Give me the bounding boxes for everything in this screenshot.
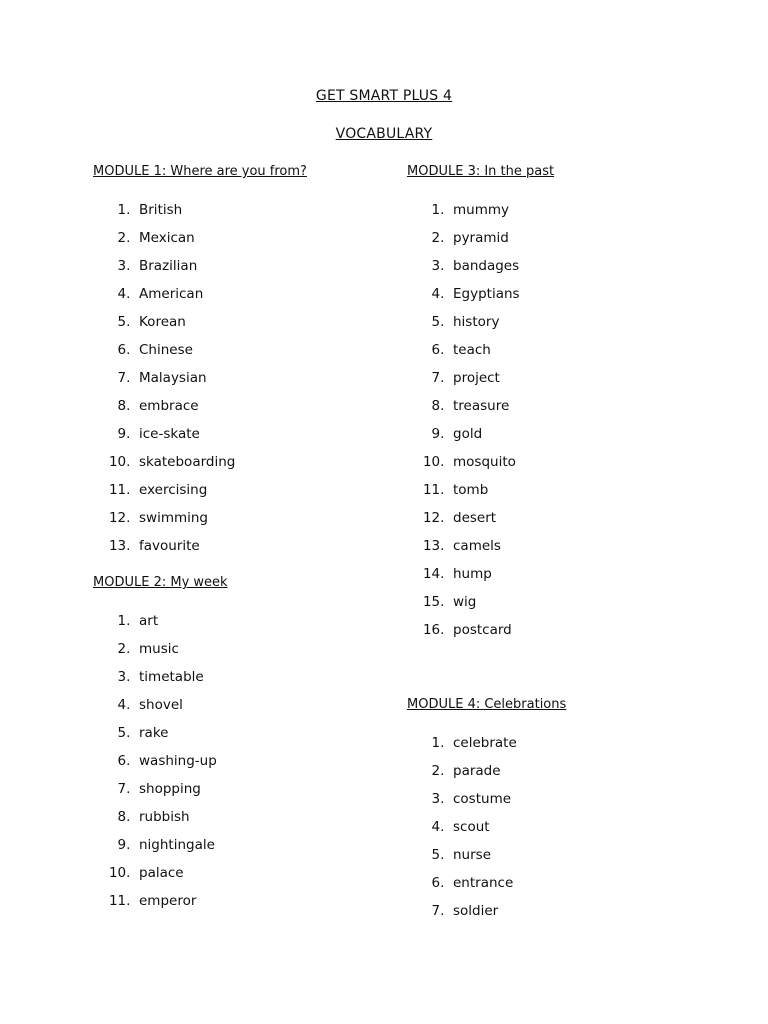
vocab-item [93,859,217,887]
vocab-item [407,336,520,364]
vocab-item [407,588,520,616]
vocab-item-word: Brazilian [139,258,198,274]
vocab-item-word: tomb [453,482,489,498]
vocab-item [93,392,235,420]
vocab-item [407,280,520,308]
vocab-item [407,364,520,392]
vocab-item [93,775,217,803]
vocab-item-number: 7. [117,781,139,797]
vocab-item-number: 9. [431,426,453,442]
vocab-item [93,504,235,532]
vocab-item-number: 11. [108,893,139,909]
vocab-item-word: rubbish [139,809,190,825]
vocab-item-word: wig [453,594,477,610]
vocab-item-number: 2. [117,230,139,246]
vocab-item-word: skateboarding [139,454,236,470]
vocab-item-word: treasure [453,398,510,414]
vocab-item [93,607,217,635]
vocab-item-word: project [453,370,500,386]
vocab-item [407,448,520,476]
vocab-item [93,747,217,775]
vocab-item-number: 4. [117,286,139,302]
vocab-item-number: 10. [108,454,139,470]
vocab-item-number: 12. [108,510,139,526]
vocab-item-number: 6. [117,342,139,358]
module-4-heading: MODULE 4: Celebrations [407,697,567,712]
vocab-item [93,364,235,392]
vocab-item [93,887,217,915]
vocab-item-word: soldier [453,903,499,919]
vocab-item-number: 11. [422,482,453,498]
vocab-item-word: swimming [139,510,209,526]
vocab-item-number: 5. [431,847,453,863]
vocab-item-number: 10. [422,454,453,470]
vocab-item [407,196,520,224]
vocab-item-word: nightingale [139,837,215,853]
vocab-item-number: 9. [117,426,139,442]
vocab-item-word: ice-skate [139,426,200,442]
vocab-item [407,560,520,588]
vocab-item-word: desert [453,510,497,526]
vocab-item [407,841,517,869]
vocab-item [93,719,217,747]
vocab-item [93,691,217,719]
vocab-item-word: Mexican [139,230,195,246]
vocab-item-number: 4. [117,697,139,713]
vocab-item-number: 8. [117,809,139,825]
vocab-item [93,420,235,448]
vocab-item-word: British [139,202,183,218]
vocab-item-number: 7. [117,370,139,386]
module-2-heading: MODULE 2: My week [93,575,228,590]
vocab-item-word: exercising [139,482,208,498]
vocab-item-word: history [453,314,500,330]
document-subtitle: VOCABULARY [335,126,433,142]
vocab-item [407,476,520,504]
vocab-item-word: embrace [139,398,199,414]
vocab-item-number: 8. [431,398,453,414]
vocab-item-number: 2. [431,230,453,246]
vocab-item-word: scout [453,819,490,835]
vocab-item-word: pyramid [453,230,509,246]
vocab-item-word: mosquito [453,454,516,470]
vocab-item-word: entrance [453,875,514,891]
vocab-item [93,196,235,224]
vocab-item-word: favourite [139,538,200,554]
vocab-item-number: 8. [117,398,139,414]
vocab-item-number: 2. [117,641,139,657]
module-3-heading: MODULE 3: In the past [407,164,555,179]
vocab-item [93,663,217,691]
vocab-item-word: washing-up [139,753,217,769]
vocab-item-word: emperor [139,893,197,909]
vocab-item [407,532,520,560]
vocab-item [407,252,520,280]
vocab-item-word: shopping [139,781,201,797]
vocab-item-word: palace [139,865,184,881]
vocab-item-word: timetable [139,669,204,685]
vocab-item-word: nurse [453,847,492,863]
vocab-item-word: celebrate [453,735,517,751]
vocab-item-word: parade [453,763,501,779]
vocab-item-word: music [139,641,179,657]
vocab-item-word: Egyptians [453,286,520,302]
vocab-item-number: 5. [431,314,453,330]
vocab-item [407,869,517,897]
vocab-item [407,785,517,813]
vocab-item-number: 13. [422,538,453,554]
vocab-item-number: 14. [422,566,453,582]
vocab-item-word: costume [453,791,512,807]
vocab-item [93,635,217,663]
vocab-item-number: 13. [108,538,139,554]
vocab-item [93,831,217,859]
vocab-item-number: 16. [422,622,453,638]
vocab-item-number: 1. [431,735,453,751]
vocab-item [93,252,235,280]
vocab-item-number: 3. [117,669,139,685]
vocab-item [93,532,235,560]
vocab-item [407,504,520,532]
vocab-item [93,476,235,504]
vocab-item-number: 9. [117,837,139,853]
vocab-item-word: gold [453,426,483,442]
vocab-item-word: shovel [139,697,183,713]
document-title: GET SMART PLUS 4 [315,88,453,104]
vocab-item-number: 7. [431,903,453,919]
vocab-item-word: American [139,286,204,302]
vocab-item-number: 1. [117,613,139,629]
vocab-item-number: 5. [117,725,139,741]
vocab-item-number: 15. [422,594,453,610]
vocab-item-number: 1. [117,202,139,218]
vocab-item-number: 3. [117,258,139,274]
vocab-item [407,813,517,841]
vocab-item [93,336,235,364]
vocab-item-word: Korean [139,314,186,330]
vocab-item-word: camels [453,538,501,554]
vocab-item [407,420,520,448]
vocab-item [93,224,235,252]
vocab-item-number: 6. [431,342,453,358]
vocab-item-word: rake [139,725,169,741]
vocab-item-number: 6. [117,753,139,769]
vocab-item-word: mummy [453,202,509,218]
vocab-item [93,308,235,336]
module-1-heading: MODULE 1: Where are you from? [93,164,307,179]
vocab-item-word: Malaysian [139,370,207,386]
vocab-item [407,897,517,925]
vocab-item-number: 12. [422,510,453,526]
vocab-item-number: 3. [431,791,453,807]
vocab-item-word: postcard [453,622,512,638]
vocab-item-word: Chinese [139,342,193,358]
vocab-item-word: bandages [453,258,520,274]
vocab-item-number: 5. [117,314,139,330]
vocab-item [407,729,517,757]
vocab-item-number: 3. [431,258,453,274]
vocab-item-number: 4. [431,819,453,835]
module-2-list [93,607,217,915]
vocab-item-number: 11. [108,482,139,498]
module-1-list [93,196,235,560]
vocab-item-number: 2. [431,763,453,779]
vocab-item [407,308,520,336]
vocab-item [407,616,520,644]
vocab-item-number: 7. [431,370,453,386]
vocab-item [93,280,235,308]
vocab-item-word: art [139,613,159,629]
module-4-list [407,729,517,925]
vocab-item-number: 6. [431,875,453,891]
vocab-item [407,392,520,420]
vocab-item-word: hump [453,566,492,582]
vocab-item-number: 1. [431,202,453,218]
vocab-item [93,803,217,831]
module-3-list [407,196,520,644]
vocab-item [407,757,517,785]
vocab-item-word: teach [453,342,491,358]
vocab-item-number: 10. [108,865,139,881]
vocab-item-number: 4. [431,286,453,302]
vocab-item [407,224,520,252]
vocab-item [93,448,235,476]
